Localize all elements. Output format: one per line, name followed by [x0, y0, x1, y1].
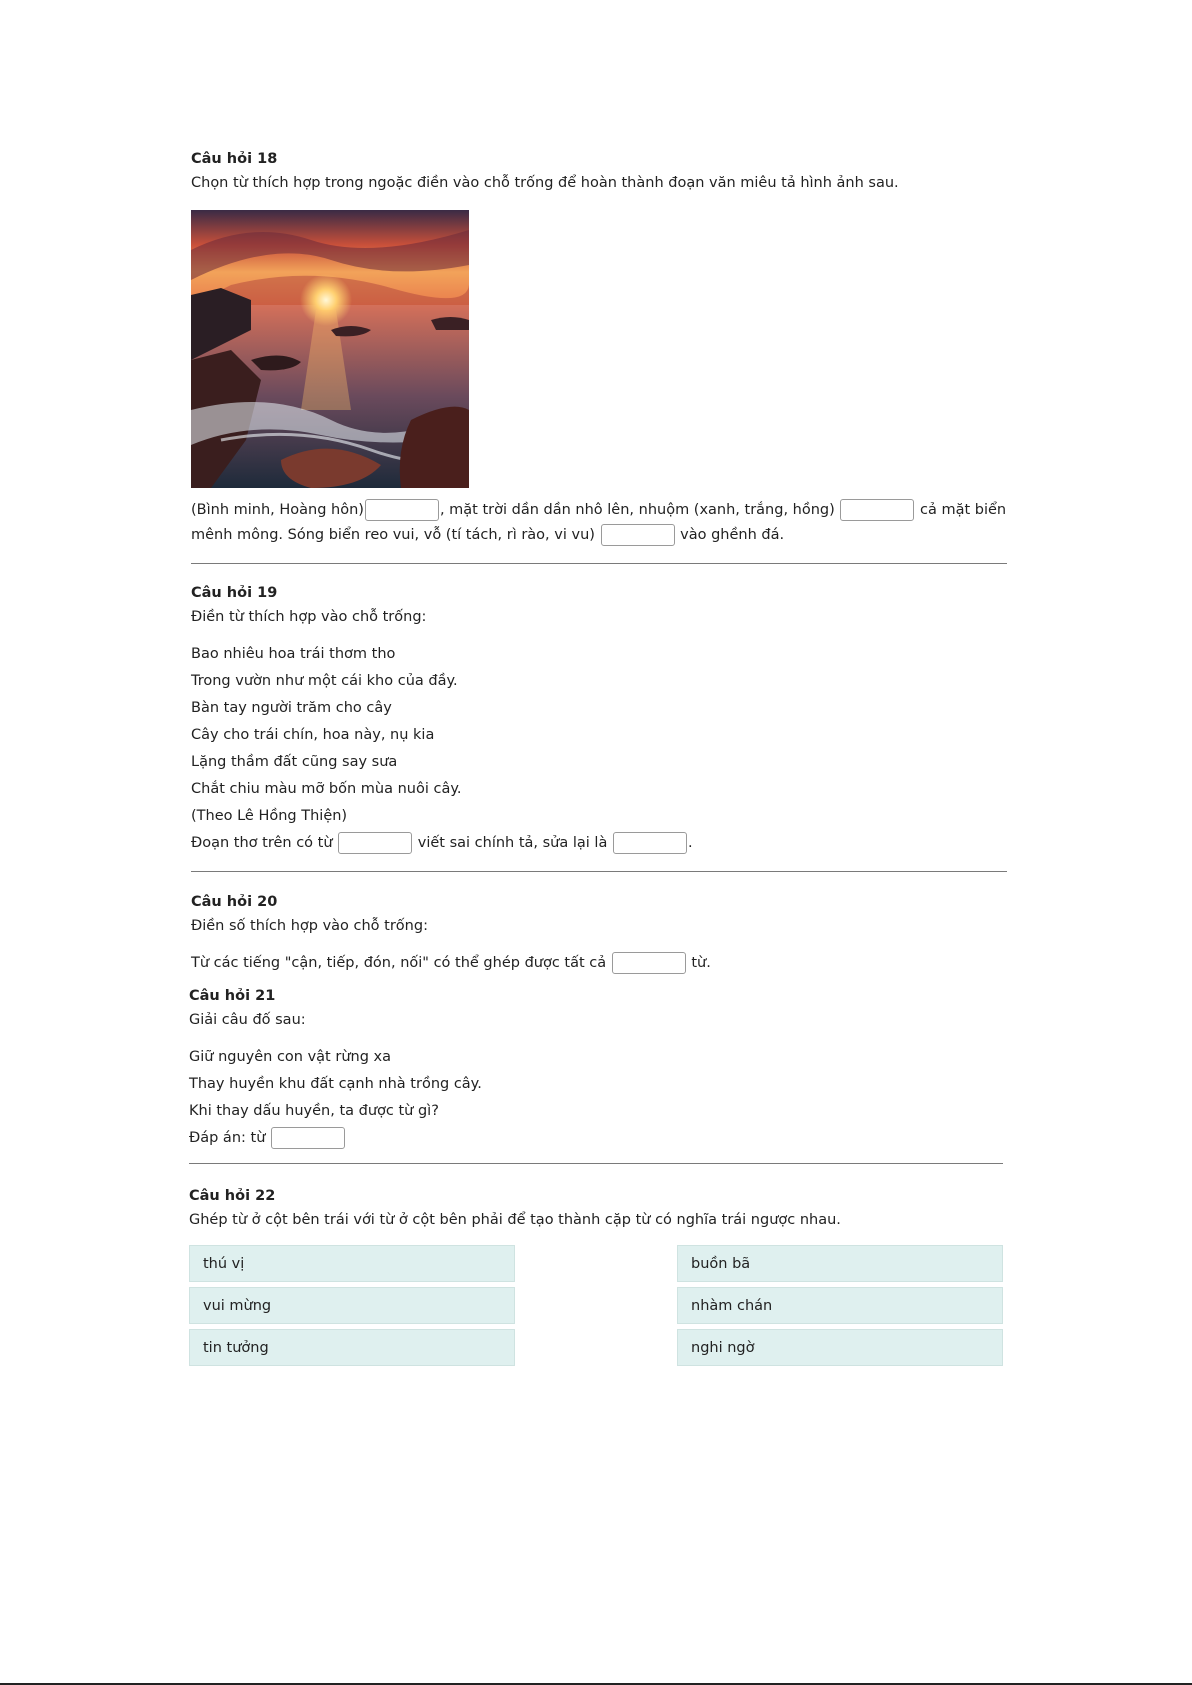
riddle-line: Thay huyền khu đất cạnh nhà trồng cây.	[189, 1076, 482, 1092]
q18-blank-3[interactable]	[601, 524, 675, 546]
question-prompt: Chọn từ thích hợp trong ngoặc điền vào chỗ trống để hoàn thành đoạn văn miêu tả hình ảnh sau.	[191, 175, 899, 191]
riddle-line: Khi thay dấu huyền, ta được từ gì?	[189, 1103, 439, 1119]
q18-fill-line-1	[191, 497, 1007, 524]
question-19	[191, 583, 1007, 627]
match-right-item[interactable]: buồn bã	[677, 1245, 1003, 1282]
match-left-item[interactable]: tin tưởng	[189, 1329, 515, 1366]
question-title: Câu hỏi 21	[189, 988, 276, 1004]
poem-line: Trong vườn như một cái kho của đầy.	[191, 673, 458, 689]
q19-blank-1[interactable]	[338, 832, 412, 854]
q20-text: từ.	[691, 955, 711, 971]
question-title: Câu hỏi 22	[189, 1188, 276, 1204]
q20-blank[interactable]	[612, 952, 686, 974]
question-title: Câu hỏi 20	[191, 894, 278, 910]
poem-line: Cây cho trái chín, hoa này, nụ kia	[191, 727, 435, 743]
q20-text: Từ các tiếng "cận, tiếp, đón, nối" có thể ghép được tất cả	[191, 955, 607, 971]
question-prompt: Giải câu đố sau:	[189, 1012, 306, 1028]
question-prompt: Điền từ thích hợp vào chỗ trống:	[191, 609, 427, 625]
q18-fill-line-2	[191, 522, 1007, 549]
q19-answer-line	[191, 830, 1007, 857]
riddle-line: Giữ nguyên con vật rừng xa	[189, 1049, 391, 1065]
divider	[191, 563, 1007, 564]
match-right-item[interactable]: nghi ngờ	[677, 1329, 1003, 1366]
poem-line: Bao nhiêu hoa trái thơm tho	[191, 646, 396, 662]
divider	[189, 1163, 1003, 1164]
question-prompt: Ghép từ ở cột bên trái với từ ở cột bên phải để tạo thành cặp từ có nghĩa trái ngược nhau.	[189, 1212, 841, 1228]
poem-line: Lặng thầm đất cũng say sưa	[191, 754, 398, 770]
q21-text: Đáp án: từ	[189, 1130, 266, 1146]
q19-text: .	[687, 835, 693, 851]
poem-line: Chắt chiu màu mỡ bốn mùa nuôi cây.	[191, 781, 462, 797]
q18-text: vào ghềnh đá.	[680, 527, 785, 543]
match-left-item[interactable]: vui mừng	[189, 1287, 515, 1324]
q19-text: Đoạn thơ trên có từ	[191, 835, 333, 851]
q18-text: cả mặt biển	[920, 502, 1007, 518]
q21-blank[interactable]	[271, 1127, 345, 1149]
q18-text: mênh mông. Sóng biển reo vui, vỗ (tí tách, rì rào, vi vu)	[191, 527, 595, 543]
question-title: Câu hỏi 19	[191, 585, 278, 601]
q21-riddle	[189, 1044, 1005, 1152]
question-22	[189, 1186, 1005, 1230]
poem-source: (Theo Lê Hồng Thiện)	[191, 808, 348, 824]
sunset-seascape-image	[191, 210, 469, 488]
divider	[191, 871, 1007, 872]
question-20	[191, 892, 1007, 936]
question-21	[189, 986, 1005, 1030]
q18-text: (Bình minh, Hoàng hôn)	[191, 502, 364, 518]
q18-text: , mặt trời dần dần nhô lên, nhuộm (xanh, trắng, hồng)	[439, 502, 835, 518]
q19-poem	[191, 641, 1007, 857]
question-title: Câu hỏi 18	[191, 151, 278, 167]
q18-blank-2[interactable]	[840, 499, 914, 521]
q19-text: viết sai chính tả, sửa lại là	[417, 835, 608, 851]
q19-blank-2[interactable]	[613, 832, 687, 854]
match-left-item[interactable]: thú vị	[189, 1245, 515, 1282]
question-18	[191, 149, 1007, 193]
q18-blank-1[interactable]	[365, 499, 439, 521]
q20-answer-line	[191, 950, 1007, 977]
match-right-item[interactable]: nhàm chán	[677, 1287, 1003, 1324]
poem-line: Bàn tay người trăm cho cây	[191, 700, 392, 716]
q21-answer-line	[189, 1125, 1005, 1152]
question-prompt: Điền số thích hợp vào chỗ trống:	[191, 918, 428, 934]
